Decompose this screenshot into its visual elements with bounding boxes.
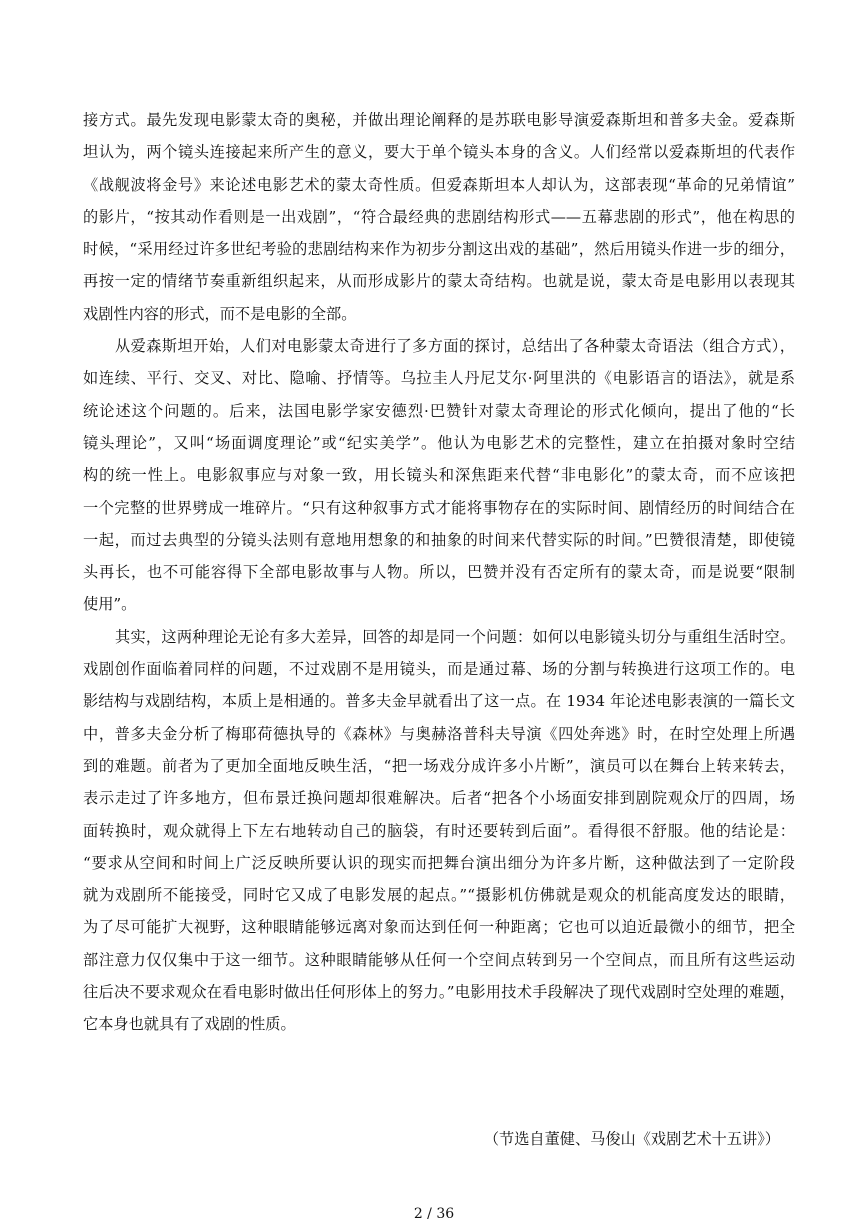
text-line: 一起，而过去典型的分镜头法则有意地用想象的和抽象的时间来代替实际的时间。”巴赞很清楚，即使镜	[83, 530, 795, 549]
text-line: 戏剧创作面临着同样的问题，不过戏剧不是用镜头，而是通过幕、场的分割与转换进行这项工作的。电	[83, 660, 795, 679]
text-line: 面转换时，观众就得上下左右地转动自己的脑袋，有时还要转到后面”。看得很不舒服。他的结论是：	[83, 821, 795, 840]
text-line: 如连续、平行、交叉、对比、隐喻、抒情等。乌拉圭人丹尼艾尔·阿里洪的《电影语言的语法》，就是系	[83, 369, 795, 388]
source-citation: （节选自董健、马俊山《戏剧艺术十五讲》）	[483, 1130, 780, 1148]
text-line: 一个完整的世界劈成一堆碎片。“只有这种叙事方式才能将事物存在的实际时间、剧情经历的时间结合在	[83, 498, 795, 517]
page-number: 2 / 36	[413, 1206, 455, 1222]
paragraph-first-line: 从爱森斯坦开始，人们对电影蒙太奇进行了多方面的探讨，总结出了各种蒙太奇语法（组合方式），	[115, 337, 795, 356]
text-line: 坦认为，两个镜头连接起来所产生的意义，要大于单个镜头本身的含义。人们经常以爱森斯坦的代表作	[83, 143, 795, 162]
text-line: 中，普多夫金分析了梅耶荷德执导的《森林》与奥赫洛普科夫导演《四处奔逃》时，在时空处理上所遇	[83, 724, 795, 743]
text-line: 往后决不要求观众在看电影时做出任何形体上的努力。”电影用技术手段解决了现代戏剧时空处理的难题，	[83, 983, 795, 1002]
text-line: 接方式。最先发现电影蒙太奇的奥秘，并做出理论阐释的是苏联电影导演爱森斯坦和普多夫金。爱森斯	[83, 111, 795, 129]
text-line: 时候，“采用经过许多世纪考验的悲剧结构来作为初步分割这出戏的基础”，然后用镜头作进一步的细分，	[83, 240, 795, 259]
article-body	[83, 104, 795, 1041]
text-line: 它本身也就具有了戏剧的性质。	[83, 1015, 296, 1034]
text-line: 到的难题。前者为了更加全面地反映生活，“把一场戏分成许多小片断”，演员可以在舞台上转来转去，	[83, 756, 795, 775]
text-line: 部注意力仅仅集中于这一细节。这种眼睛能够从任何一个空间点转到另一个空间点，而且所有这些运动	[83, 950, 795, 969]
text-line: 镜头理论”，又叫“场面调度理论”或“纪实美学”。他认为电影艺术的完整性，建立在拍摄对象时空结	[83, 433, 795, 452]
text-line: “要求从空间和时间上广泛反映所要认识的现实而把舞台演出细分为许多片断，这种做法到了一定阶段	[83, 853, 795, 872]
text-line: 统论述这个问题的。后来，法国电影学家安德烈·巴赞针对蒙太奇理论的形式化倾向，提出了他的“长	[83, 401, 795, 420]
text-line: 再按一定的情绪节奏重新组织起来，从而形成影片的蒙太奇结构。也就是说，蒙太奇是电影用以表现其	[83, 272, 795, 291]
text-line: 为了尽可能扩大视野，这种眼睛能够远离对象而达到任何一种距离；它也可以迫近最微小的细节，把全	[83, 918, 795, 937]
text-line: 构的统一性上。电影叙事应与对象一致，用长镜头和深焦距来代替“非电影化”的蒙太奇，而不应该把	[83, 466, 795, 485]
text-line: 影结构与戏剧结构，本质上是相通的。普多夫金早就看出了这一点。在 1934 年论述电影表演的一篇长文	[83, 692, 795, 711]
text-line: 表示走过了许多地方，但布景迁换问题却很难解决。后者“把各个小场面安排到剧院观众厅的四周，场	[83, 789, 795, 808]
text-line: 戏剧性内容的形式，而不是电影的全部。	[83, 304, 357, 323]
text-line: 头再长，也不可能容得下全部电影故事与人物。所以，巴赞并没有否定所有的蒙太奇，而是说要“限制	[83, 563, 795, 582]
paragraph-first-line: 其实，这两种理论无论有多大差异，回答的却是同一个问题：如何以电影镜头切分与重组生活时空。	[115, 627, 795, 646]
text-line: 使用”。	[83, 595, 137, 614]
text-line: 就为戏剧所不能接受，同时它又成了电影发展的起点。”“摄影机仿佛就是观众的机能高度发达的眼睛，	[83, 886, 795, 905]
text-line: 的影片，“按其动作看则是一出戏剧”，“符合最经典的悲剧结构形式——五幕悲剧的形式”，他在构思的	[83, 207, 795, 226]
text-line: 《战舰波将金号》来论述电影艺术的蒙太奇性质。但爱森斯坦本人却认为，这部表现“革命的兄弟情谊”	[83, 175, 795, 194]
